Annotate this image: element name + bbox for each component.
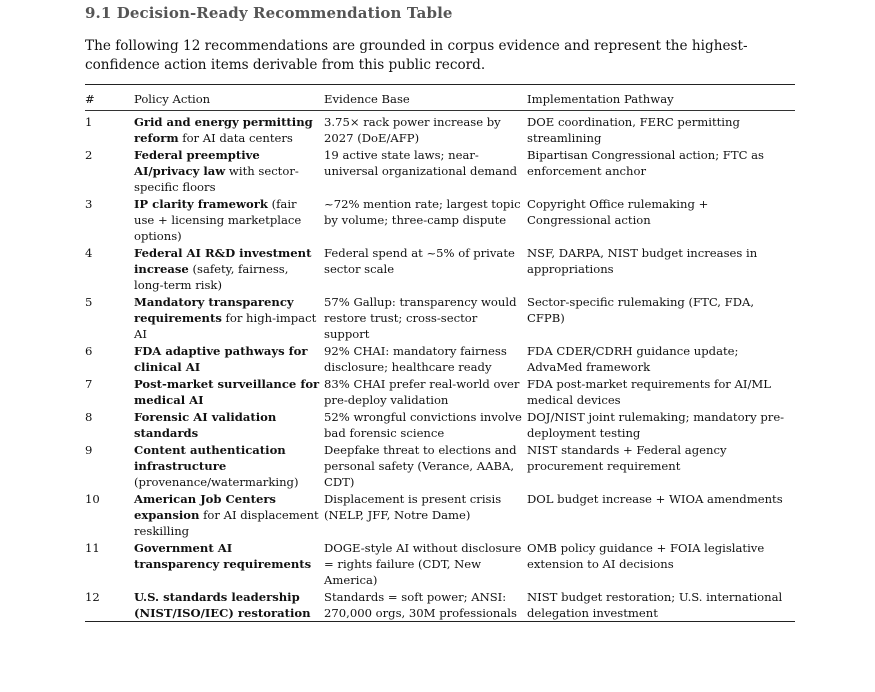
implementation-pathway-cell: FDA post-market requirements for AI/ML medical devices	[527, 377, 771, 407]
evidence-base-cell: Deepfake threat to elections and personal safety (Verance, AABA, CDT)	[324, 443, 517, 489]
table-body	[85, 111, 795, 622]
row-number: 2	[85, 148, 93, 162]
implementation-pathway-cell: DOJ/NIST joint rulemaking; mandatory pre-deployment testing	[527, 410, 785, 440]
row-number: 1	[85, 115, 93, 129]
implementation-pathway-cell: Bipartisan Congressional action; FTC as enforcement anchor	[527, 148, 764, 178]
implementation-pathway-cell: NIST standards + Federal agency procurement requirement	[527, 443, 727, 473]
evidence-base-cell: 3.75× rack power increase by 2027 (DoE/AFP)	[324, 115, 501, 145]
row-number: 12	[85, 590, 100, 604]
policy-action-title: Content authentication infrastructure	[134, 443, 286, 473]
evidence-base-cell: Displacement is present crisis (NELP, JFF, Notre Dame)	[324, 492, 502, 522]
policy-action-title: U.S. standards leadership (NIST/ISO/IEC) restoration	[134, 590, 311, 620]
document-page	[85, 0, 797, 622]
policy-action-title: Mandatory transparency requirements	[134, 295, 294, 325]
header-evidence-base: Evidence Base	[324, 92, 410, 106]
policy-action-cell	[134, 244, 324, 293]
header-policy-action: Policy Action	[134, 92, 211, 106]
row-number: 11	[85, 541, 100, 555]
evidence-base-cell: ~72% mention rate; largest topic by volume; three-camp dispute	[324, 197, 521, 227]
header-row	[85, 85, 795, 111]
evidence-base-cell: 57% Gallup: transparency would restore trust; cross-sector support	[324, 295, 517, 341]
row-number: 5	[85, 295, 93, 309]
evidence-base-cell: DOGE-style AI without disclosure = rights failure (CDT, New America)	[324, 541, 522, 587]
policy-action-detail: for AI displacement reskilling	[134, 508, 319, 538]
table-row	[85, 342, 795, 375]
implementation-pathway-cell: Copyright Office rulemaking + Congressional action	[527, 197, 709, 227]
policy-action-title: Forensic AI validation standards	[134, 410, 277, 440]
section-title: 9.1 Decision-Ready Recommendation Table	[85, 4, 453, 22]
policy-action-cell	[134, 490, 324, 539]
policy-action-cell	[134, 342, 324, 375]
table-row	[85, 293, 795, 342]
evidence-base-cell: 19 active state laws; near-universal organizational demand	[324, 148, 518, 178]
evidence-base-cell: 92% CHAI: mandatory fairness disclosure; healthcare ready	[324, 344, 507, 374]
header-implementation-pathway: Implementation Pathway	[527, 92, 674, 106]
table-row	[85, 146, 795, 195]
implementation-pathway-cell: Sector-specific rulemaking (FTC, FDA, CFPB)	[527, 295, 755, 325]
policy-action-title: Federal AI R&D investment increase	[134, 246, 312, 276]
row-number: 9	[85, 443, 93, 457]
policy-action-cell	[134, 375, 324, 408]
table-row	[85, 588, 795, 622]
recommendation-table	[85, 84, 795, 622]
implementation-pathway-cell: DOL budget increase + WIOA amendments	[527, 492, 783, 506]
implementation-pathway-cell: NIST budget restoration; U.S. international delegation investment	[527, 590, 783, 620]
table-row	[85, 441, 795, 490]
implementation-pathway-cell: FDA CDER/CDRH guidance update; AdvaMed framework	[527, 344, 739, 374]
row-number: 7	[85, 377, 93, 391]
implementation-pathway-cell: DOE coordination, FERC permitting streamlining	[527, 115, 740, 145]
policy-action-cell	[134, 146, 324, 195]
policy-action-detail: for high-impact AI	[134, 311, 317, 341]
policy-action-title: American Job Centers expansion	[134, 492, 276, 522]
table-row	[85, 375, 795, 408]
policy-action-title: Federal preemptive AI/privacy law	[134, 148, 260, 178]
table-row	[85, 111, 795, 147]
policy-action-cell	[134, 293, 324, 342]
header-number: #	[85, 92, 95, 106]
table-header	[85, 85, 795, 111]
policy-action-detail: (fair use + licensing marketplace options)	[134, 197, 302, 243]
table-row	[85, 408, 795, 441]
policy-action-title: Post-market surveillance for medical AI	[134, 377, 320, 407]
row-number: 10	[85, 492, 100, 506]
intro-paragraph: The following 12 recommendations are grounded in corpus evidence and represent the highest-confidence action items derivable from this public record.	[85, 38, 748, 73]
policy-action-detail: (safety, fairness, long-term risk)	[134, 262, 289, 292]
policy-action-title: IP clarity framework	[134, 197, 268, 211]
row-number: 3	[85, 197, 93, 211]
policy-action-detail: (provenance/watermarking)	[134, 475, 299, 489]
row-number: 8	[85, 410, 93, 424]
row-number: 4	[85, 246, 93, 260]
policy-action-cell	[134, 408, 324, 441]
policy-action-cell	[134, 111, 324, 147]
policy-action-cell	[134, 588, 324, 622]
table-row	[85, 490, 795, 539]
policy-action-cell	[134, 441, 324, 490]
policy-action-title: Government AI transparency requirements	[134, 541, 312, 571]
evidence-base-cell: 52% wrongful convictions involve bad forensic science	[324, 410, 522, 440]
table-row	[85, 195, 795, 244]
policy-action-detail: with sector-specific floors	[134, 164, 299, 194]
policy-action-cell	[134, 195, 324, 244]
evidence-base-cell: Federal spend at ~5% of private sector scale	[324, 246, 515, 276]
table-row	[85, 539, 795, 588]
implementation-pathway-cell: NSF, DARPA, NIST budget increases in appropriations	[527, 246, 758, 276]
evidence-base-cell: 83% CHAI prefer real-world over pre-deploy validation	[324, 377, 520, 407]
row-number: 6	[85, 344, 93, 358]
evidence-base-cell: Standards = soft power; ANSI: 270,000 orgs, 30M professionals	[324, 590, 517, 620]
policy-action-cell	[134, 539, 324, 588]
implementation-pathway-cell: OMB policy guidance + FOIA legislative extension to AI decisions	[527, 541, 765, 571]
policy-action-title: FDA adaptive pathways for clinical AI	[134, 344, 308, 374]
table-row	[85, 244, 795, 293]
policy-action-title: Grid and energy permitting reform	[134, 115, 313, 145]
policy-action-detail: for AI data centers	[178, 131, 293, 145]
